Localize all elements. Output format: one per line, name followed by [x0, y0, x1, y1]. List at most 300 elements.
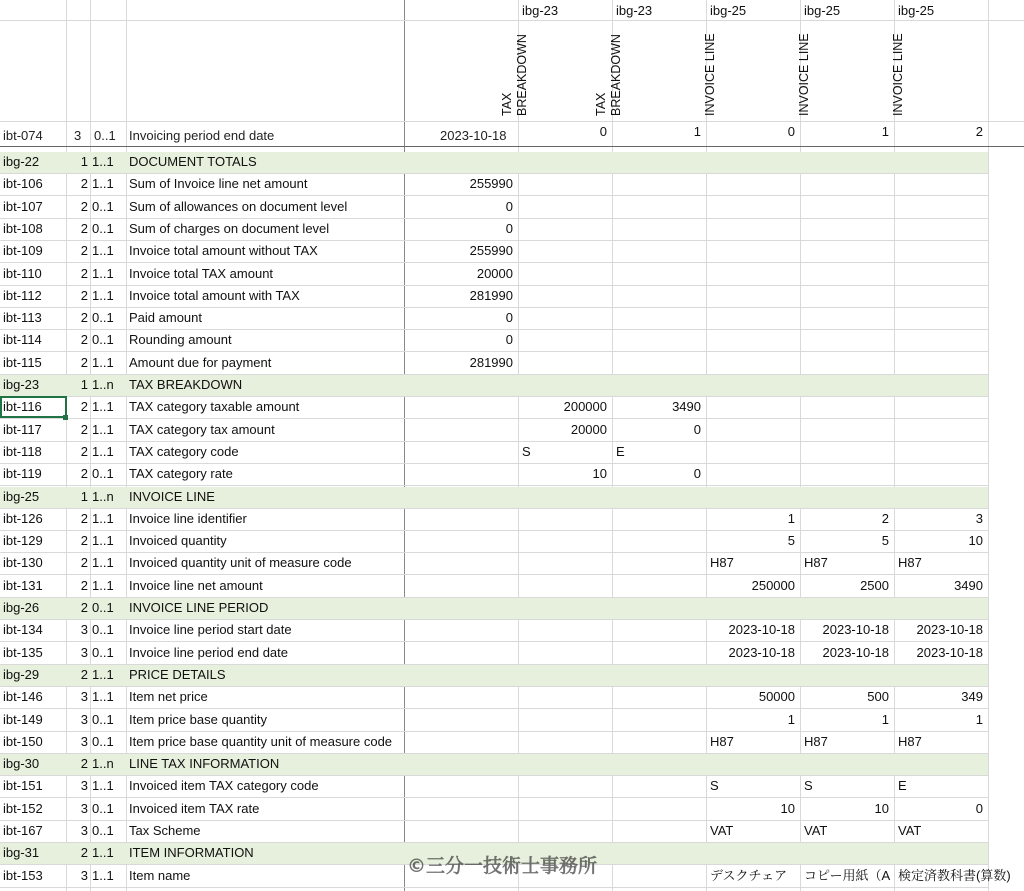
- row-value-cell[interactable]: [404, 396, 518, 418]
- data-cell[interactable]: [612, 798, 706, 820]
- data-cell[interactable]: [706, 173, 800, 195]
- row-id-cell[interactable]: ibt-112: [3, 287, 42, 303]
- row-id-cell[interactable]: ibt-107: [3, 198, 43, 214]
- row-id-cell[interactable]: ibt-131: [3, 577, 43, 593]
- data-cell[interactable]: 2500: [860, 577, 889, 593]
- row-cardinality-cell[interactable]: 0..1: [92, 310, 114, 326]
- row-name-cell[interactable]: TAX category taxable amount: [129, 399, 300, 415]
- row-level-cell[interactable]: 1: [80, 154, 88, 169]
- row-id-cell[interactable]: ibt-153: [3, 867, 43, 883]
- data-cell[interactable]: [518, 597, 612, 619]
- data-cell[interactable]: [612, 575, 706, 597]
- row-cardinality-cell[interactable]: 1..1: [92, 577, 114, 593]
- data-cell[interactable]: H87: [898, 555, 922, 571]
- data-cell[interactable]: 5: [881, 533, 889, 549]
- data-cell[interactable]: 20000: [570, 421, 607, 437]
- data-cell[interactable]: [706, 664, 800, 686]
- data-cell[interactable]: 1: [975, 711, 983, 727]
- row-name-cell[interactable]: Amount due for payment: [129, 354, 272, 370]
- row-id-cell[interactable]: ibt-106: [3, 176, 43, 192]
- row-cardinality-cell[interactable]: 1..1: [92, 421, 114, 437]
- row-id-cell[interactable]: ibt-119: [3, 466, 42, 482]
- data-cell[interactable]: [518, 820, 612, 842]
- data-cell[interactable]: [894, 374, 988, 396]
- data-cell[interactable]: 5: [787, 533, 795, 549]
- data-cell[interactable]: 250000: [751, 577, 795, 593]
- data-cell[interactable]: [612, 329, 706, 351]
- data-cell[interactable]: [706, 842, 800, 864]
- data-cell[interactable]: 10: [968, 533, 983, 549]
- data-cell[interactable]: H87: [804, 733, 828, 749]
- data-cell[interactable]: [518, 552, 612, 574]
- row-id-cell[interactable]: ibg-26: [3, 600, 40, 615]
- row-level-cell[interactable]: 2: [80, 510, 88, 526]
- data-cell[interactable]: 50000: [758, 689, 795, 705]
- row-cardinality-cell[interactable]: 1..1: [92, 778, 114, 794]
- row-id-cell[interactable]: ibt-134: [3, 622, 43, 638]
- data-cell[interactable]: [894, 419, 988, 441]
- data-cell[interactable]: [800, 463, 894, 485]
- data-cell[interactable]: [706, 463, 800, 485]
- data-cell[interactable]: [518, 329, 612, 351]
- data-cell[interactable]: [706, 486, 800, 508]
- data-cell[interactable]: [518, 240, 612, 262]
- row-cardinality-cell[interactable]: 1..1: [92, 510, 114, 526]
- data-cell[interactable]: [800, 441, 894, 463]
- data-cell[interactable]: S: [804, 778, 813, 794]
- data-cell[interactable]: [518, 775, 612, 797]
- data-cell[interactable]: [800, 307, 894, 329]
- data-cell[interactable]: VAT: [804, 823, 828, 838]
- data-cell[interactable]: [800, 218, 894, 240]
- data-cell[interactable]: [894, 151, 988, 173]
- row-cardinality-cell[interactable]: 0..1: [92, 198, 114, 214]
- data-cell[interactable]: [800, 196, 894, 218]
- data-cell[interactable]: [518, 753, 612, 775]
- row-id-cell[interactable]: ibt-109: [3, 243, 43, 259]
- row-level-cell[interactable]: 3: [80, 823, 88, 838]
- data-cell[interactable]: [518, 486, 612, 508]
- row-name-cell[interactable]: Invoiced quantity unit of measure code: [129, 555, 352, 571]
- data-cell[interactable]: 1: [787, 711, 795, 727]
- data-cell[interactable]: [800, 263, 894, 285]
- row-name-cell[interactable]: Tax Scheme: [129, 823, 201, 838]
- data-cell[interactable]: 2023-10-18: [822, 644, 889, 660]
- row-name-cell[interactable]: TAX BREAKDOWN: [129, 377, 243, 392]
- row-name-cell[interactable]: Invoiced item TAX category code: [129, 778, 319, 794]
- data-cell[interactable]: [706, 307, 800, 329]
- row-level-cell[interactable]: 2: [80, 577, 88, 593]
- row-cardinality-cell[interactable]: 0..1: [92, 220, 114, 236]
- data-cell[interactable]: [706, 419, 800, 441]
- row-cardinality-cell[interactable]: 0..1: [92, 332, 114, 348]
- row-id-cell[interactable]: ibt-115: [3, 354, 42, 370]
- data-cell[interactable]: [612, 820, 706, 842]
- row-level-cell[interactable]: 2: [80, 600, 88, 615]
- row-value-cell[interactable]: 255990: [469, 243, 513, 259]
- row-name-cell[interactable]: LINE TAX INFORMATION: [129, 756, 280, 772]
- data-cell[interactable]: [800, 396, 894, 418]
- row-id-cell[interactable]: ibg-23: [3, 377, 40, 392]
- row-name-cell[interactable]: Invoice line net amount: [129, 577, 263, 593]
- data-cell[interactable]: デスクチェア: [710, 867, 788, 883]
- row-name-cell[interactable]: Sum of allowances on document level: [129, 198, 348, 214]
- row-name-cell[interactable]: Paid amount: [129, 310, 202, 326]
- data-cell[interactable]: [706, 441, 800, 463]
- row-level-cell[interactable]: 1: [80, 488, 88, 504]
- row-id-cell[interactable]: ibt-151: [3, 778, 43, 794]
- data-cell[interactable]: 500: [867, 689, 889, 705]
- row-value-cell[interactable]: [404, 619, 518, 641]
- data-cell[interactable]: [518, 173, 612, 195]
- row-cardinality-cell[interactable]: 1..1: [92, 176, 114, 192]
- data-cell[interactable]: [800, 597, 894, 619]
- data-cell[interactable]: [518, 575, 612, 597]
- row-level-cell[interactable]: 3: [80, 733, 88, 749]
- data-cell[interactable]: 200000: [563, 399, 607, 415]
- data-cell[interactable]: [518, 285, 612, 307]
- row-name-cell[interactable]: TAX category tax amount: [129, 421, 275, 437]
- data-cell[interactable]: [612, 642, 706, 664]
- row-level-cell[interactable]: 3: [80, 622, 88, 638]
- row-name-cell[interactable]: TAX category code: [129, 443, 239, 459]
- data-cell[interactable]: [706, 151, 800, 173]
- row-id-cell[interactable]: ibt-113: [3, 310, 42, 326]
- data-cell[interactable]: E: [898, 778, 907, 794]
- data-cell[interactable]: コピー用紙（A: [804, 867, 891, 883]
- row-id-cell[interactable]: ibt-150: [3, 733, 43, 749]
- row-value-cell[interactable]: 0: [505, 310, 513, 326]
- row-cardinality-cell[interactable]: 1..n: [92, 488, 114, 504]
- data-cell[interactable]: [612, 352, 706, 374]
- data-cell[interactable]: 1: [881, 711, 889, 727]
- row-name-cell[interactable]: Rounding amount: [129, 332, 232, 348]
- row-value-cell[interactable]: [404, 709, 518, 731]
- row-cardinality-cell[interactable]: 0..1: [92, 800, 114, 816]
- data-cell[interactable]: [612, 552, 706, 574]
- data-cell[interactable]: H87: [710, 733, 734, 749]
- data-cell[interactable]: [706, 285, 800, 307]
- row-id-cell[interactable]: ibt-110: [3, 265, 42, 281]
- row-level-cell[interactable]: 2: [80, 666, 88, 682]
- row-value-cell[interactable]: [404, 374, 518, 396]
- data-cell[interactable]: [612, 173, 706, 195]
- data-cell[interactable]: [894, 441, 988, 463]
- data-cell[interactable]: [800, 842, 894, 864]
- data-cell[interactable]: [612, 218, 706, 240]
- data-cell[interactable]: 349: [961, 689, 983, 705]
- row-level-cell[interactable]: 2: [80, 354, 88, 370]
- row-cardinality-cell[interactable]: 1..1: [92, 265, 114, 281]
- data-cell[interactable]: [612, 508, 706, 530]
- data-cell[interactable]: E: [616, 443, 625, 459]
- data-cell[interactable]: [894, 842, 988, 864]
- row-value-cell[interactable]: [404, 775, 518, 797]
- row-name-cell[interactable]: Invoice line period start date: [129, 622, 292, 638]
- data-cell[interactable]: H87: [898, 733, 922, 749]
- data-cell[interactable]: VAT: [898, 823, 922, 838]
- data-cell[interactable]: [612, 709, 706, 731]
- row-name-cell[interactable]: PRICE DETAILS: [129, 666, 226, 682]
- row-level-cell[interactable]: 2: [80, 287, 88, 303]
- data-cell[interactable]: [894, 329, 988, 351]
- row-value-cell[interactable]: 0: [505, 220, 513, 236]
- data-cell[interactable]: [800, 151, 894, 173]
- data-cell[interactable]: [800, 753, 894, 775]
- row-name-cell[interactable]: DOCUMENT TOTALS: [129, 154, 257, 169]
- data-cell[interactable]: [518, 709, 612, 731]
- data-cell[interactable]: [894, 196, 988, 218]
- data-cell[interactable]: [894, 352, 988, 374]
- row-name-cell[interactable]: Invoice total amount with TAX: [129, 287, 300, 303]
- row-value-cell[interactable]: 281990: [469, 354, 513, 370]
- data-cell[interactable]: [518, 307, 612, 329]
- data-cell[interactable]: [706, 196, 800, 218]
- data-cell[interactable]: 2023-10-18: [916, 644, 983, 660]
- data-cell[interactable]: [800, 664, 894, 686]
- data-cell[interactable]: H87: [710, 555, 734, 571]
- data-cell[interactable]: [612, 619, 706, 641]
- row-id-cell[interactable]: ibt-146: [3, 689, 43, 705]
- row-id-cell[interactable]: ibg-31: [3, 845, 40, 861]
- data-cell[interactable]: [894, 463, 988, 485]
- row-cardinality-cell[interactable]: 1..1: [92, 443, 114, 459]
- data-cell[interactable]: 2023-10-18: [728, 622, 795, 638]
- row-level-cell[interactable]: 2: [80, 555, 88, 571]
- row-level-cell[interactable]: 3: [80, 711, 88, 727]
- row-id-cell[interactable]: ibt-117: [3, 421, 42, 437]
- data-cell[interactable]: [800, 419, 894, 441]
- row-level-cell[interactable]: 2: [80, 243, 88, 259]
- data-cell[interactable]: [612, 664, 706, 686]
- data-cell[interactable]: [894, 173, 988, 195]
- data-cell[interactable]: [518, 352, 612, 374]
- row-name-cell[interactable]: Invoiced item TAX rate: [129, 800, 260, 816]
- row-value-cell[interactable]: [404, 552, 518, 574]
- data-cell[interactable]: [518, 530, 612, 552]
- data-cell[interactable]: VAT: [710, 823, 734, 838]
- row-cardinality-cell[interactable]: 0..1: [92, 711, 114, 727]
- row-value-cell[interactable]: [404, 798, 518, 820]
- data-cell[interactable]: [518, 664, 612, 686]
- data-cell[interactable]: 3: [975, 510, 983, 526]
- row-name-cell[interactable]: Item net price: [129, 689, 208, 705]
- row-value-cell[interactable]: [404, 820, 518, 842]
- row-id-cell[interactable]: ibg-29: [3, 666, 40, 682]
- data-cell[interactable]: 検定済教科書(算数): [898, 867, 1011, 883]
- data-cell[interactable]: [706, 329, 800, 351]
- row-name-cell[interactable]: Invoice total TAX amount: [129, 265, 274, 281]
- row-value-cell[interactable]: [404, 151, 518, 173]
- data-cell[interactable]: [706, 218, 800, 240]
- row-name-cell[interactable]: Item price base quantity: [129, 711, 268, 727]
- data-cell[interactable]: [894, 396, 988, 418]
- data-cell[interactable]: [800, 240, 894, 262]
- row-value-cell[interactable]: [404, 441, 518, 463]
- data-cell[interactable]: [518, 151, 612, 173]
- row-id-cell[interactable]: ibt-126: [3, 510, 43, 526]
- row-cardinality-cell[interactable]: 1..n: [92, 377, 114, 392]
- row-cardinality-cell[interactable]: 1..1: [92, 689, 114, 705]
- row-level-cell[interactable]: 2: [80, 421, 88, 437]
- row-level-cell[interactable]: 2: [80, 466, 88, 482]
- data-cell[interactable]: [706, 352, 800, 374]
- row-level-cell[interactable]: 2: [80, 310, 88, 326]
- row-value-cell[interactable]: [404, 753, 518, 775]
- data-cell[interactable]: 0: [693, 466, 701, 482]
- row-id-cell[interactable]: ibg-25: [3, 488, 40, 504]
- data-cell[interactable]: [706, 753, 800, 775]
- data-cell[interactable]: 2023-10-18: [728, 644, 795, 660]
- data-cell[interactable]: [894, 263, 988, 285]
- row-value-cell[interactable]: [404, 686, 518, 708]
- row-cardinality-cell[interactable]: 1..1: [92, 666, 114, 682]
- row-id-cell[interactable]: ibg-22: [3, 154, 40, 169]
- data-cell[interactable]: 2023-10-18: [916, 622, 983, 638]
- row-value-cell[interactable]: [404, 419, 518, 441]
- data-cell[interactable]: 10: [592, 466, 607, 482]
- data-cell[interactable]: [518, 642, 612, 664]
- data-cell[interactable]: [800, 374, 894, 396]
- data-cell[interactable]: [518, 218, 612, 240]
- data-cell[interactable]: H87: [804, 555, 828, 571]
- row-id-cell[interactable]: ibt-108: [3, 220, 43, 236]
- row-level-cell[interactable]: 3: [80, 778, 88, 794]
- data-cell[interactable]: [894, 753, 988, 775]
- row-name-cell[interactable]: TAX category rate: [129, 466, 233, 482]
- row-name-cell[interactable]: INVOICE LINE: [129, 488, 215, 504]
- row-value-cell[interactable]: [404, 597, 518, 619]
- data-cell[interactable]: [612, 151, 706, 173]
- data-cell[interactable]: [612, 865, 706, 887]
- data-cell[interactable]: [612, 775, 706, 797]
- data-cell[interactable]: 3490: [672, 399, 701, 415]
- row-value-cell[interactable]: 20000: [476, 265, 513, 281]
- row-level-cell[interactable]: 2: [80, 265, 88, 281]
- row-cardinality-cell[interactable]: 1..1: [92, 867, 114, 883]
- row-cardinality-cell[interactable]: 0..1: [92, 644, 114, 660]
- data-cell[interactable]: [518, 263, 612, 285]
- row-cardinality-cell[interactable]: 0..1: [92, 600, 114, 615]
- data-cell[interactable]: [612, 374, 706, 396]
- row-value-cell[interactable]: [404, 642, 518, 664]
- data-cell[interactable]: [518, 686, 612, 708]
- row-id-cell[interactable]: ibt-130: [3, 555, 43, 571]
- row-id-cell[interactable]: ibt-152: [3, 800, 43, 816]
- data-cell[interactable]: [612, 731, 706, 753]
- data-cell[interactable]: [612, 196, 706, 218]
- data-cell[interactable]: 1: [787, 510, 795, 526]
- row-value-cell[interactable]: [404, 486, 518, 508]
- data-cell[interactable]: [518, 798, 612, 820]
- data-cell[interactable]: [894, 218, 988, 240]
- row-level-cell[interactable]: 3: [80, 644, 88, 660]
- data-cell[interactable]: [518, 196, 612, 218]
- row-cardinality-cell[interactable]: 0..1: [92, 466, 114, 482]
- row-level-cell[interactable]: 1: [80, 377, 88, 392]
- data-cell[interactable]: 2: [881, 510, 889, 526]
- row-cardinality-cell[interactable]: 1..1: [92, 243, 114, 259]
- data-cell[interactable]: [612, 486, 706, 508]
- row-name-cell[interactable]: Invoice line period end date: [129, 644, 289, 660]
- data-cell[interactable]: 10: [780, 800, 795, 816]
- row-level-cell[interactable]: 2: [80, 332, 88, 348]
- row-value-cell[interactable]: [404, 664, 518, 686]
- row-name-cell[interactable]: Invoiced quantity: [129, 533, 227, 549]
- data-cell[interactable]: S: [522, 443, 531, 459]
- row-value-cell[interactable]: [404, 463, 518, 485]
- row-cardinality-cell[interactable]: 1..1: [92, 845, 114, 861]
- data-cell[interactable]: 0: [693, 421, 701, 437]
- row-level-cell[interactable]: 2: [80, 399, 88, 415]
- data-cell[interactable]: [612, 285, 706, 307]
- data-cell[interactable]: [518, 619, 612, 641]
- data-cell[interactable]: [612, 307, 706, 329]
- row-name-cell[interactable]: Sum of charges on document level: [129, 220, 330, 236]
- row-cardinality-cell[interactable]: 1..1: [92, 354, 114, 370]
- row-value-cell[interactable]: 0: [505, 332, 513, 348]
- row-cardinality-cell[interactable]: 1..n: [92, 756, 114, 772]
- row-id-cell[interactable]: ibt-114: [3, 332, 42, 348]
- row-id-cell[interactable]: ibt-116: [3, 399, 42, 415]
- data-cell[interactable]: [706, 597, 800, 619]
- data-cell[interactable]: [706, 396, 800, 418]
- row-value-cell[interactable]: 281990: [469, 287, 513, 303]
- data-cell[interactable]: 3490: [954, 577, 983, 593]
- row-cardinality-cell[interactable]: 1..1: [92, 555, 114, 571]
- data-cell[interactable]: [612, 686, 706, 708]
- row-value-cell[interactable]: 0: [505, 198, 513, 214]
- row-cardinality-cell[interactable]: 0..1: [92, 733, 114, 749]
- data-cell[interactable]: [706, 240, 800, 262]
- data-cell[interactable]: [706, 374, 800, 396]
- row-id-cell[interactable]: ibt-149: [3, 711, 43, 727]
- row-cardinality-cell[interactable]: 1..1: [92, 399, 114, 415]
- data-cell[interactable]: 0: [975, 800, 983, 816]
- row-id-cell[interactable]: ibt-129: [3, 533, 43, 549]
- data-cell[interactable]: [894, 307, 988, 329]
- data-cell[interactable]: S: [710, 778, 719, 794]
- row-level-cell[interactable]: 2: [80, 756, 88, 772]
- row-name-cell[interactable]: Item name: [129, 867, 191, 883]
- row-name-cell[interactable]: Sum of Invoice line net amount: [129, 176, 308, 192]
- data-cell[interactable]: [612, 753, 706, 775]
- row-name-cell[interactable]: INVOICE LINE PERIOD: [129, 600, 269, 615]
- row-cardinality-cell[interactable]: 1..1: [92, 533, 114, 549]
- row-id-cell[interactable]: ibt-118: [3, 443, 42, 459]
- row-id-cell[interactable]: ibt-167: [3, 823, 43, 838]
- row-id-cell[interactable]: ibt-135: [3, 644, 43, 660]
- row-level-cell[interactable]: 2: [80, 845, 88, 861]
- data-cell[interactable]: [612, 240, 706, 262]
- data-cell[interactable]: [894, 240, 988, 262]
- row-level-cell[interactable]: 2: [80, 198, 88, 214]
- data-cell[interactable]: [518, 374, 612, 396]
- row-name-cell[interactable]: Invoice line identifier: [129, 510, 247, 526]
- row-level-cell[interactable]: 2: [80, 176, 88, 192]
- data-cell[interactable]: [518, 508, 612, 530]
- row-id-cell[interactable]: ibg-30: [3, 756, 40, 772]
- row-value-cell[interactable]: [404, 530, 518, 552]
- data-cell[interactable]: [800, 285, 894, 307]
- data-cell[interactable]: [612, 842, 706, 864]
- data-cell[interactable]: [894, 486, 988, 508]
- row-level-cell[interactable]: 3: [80, 867, 88, 883]
- row-level-cell[interactable]: 2: [80, 220, 88, 236]
- row-name-cell[interactable]: ITEM INFORMATION: [129, 845, 254, 861]
- data-cell[interactable]: [612, 263, 706, 285]
- row-level-cell[interactable]: 3: [80, 800, 88, 816]
